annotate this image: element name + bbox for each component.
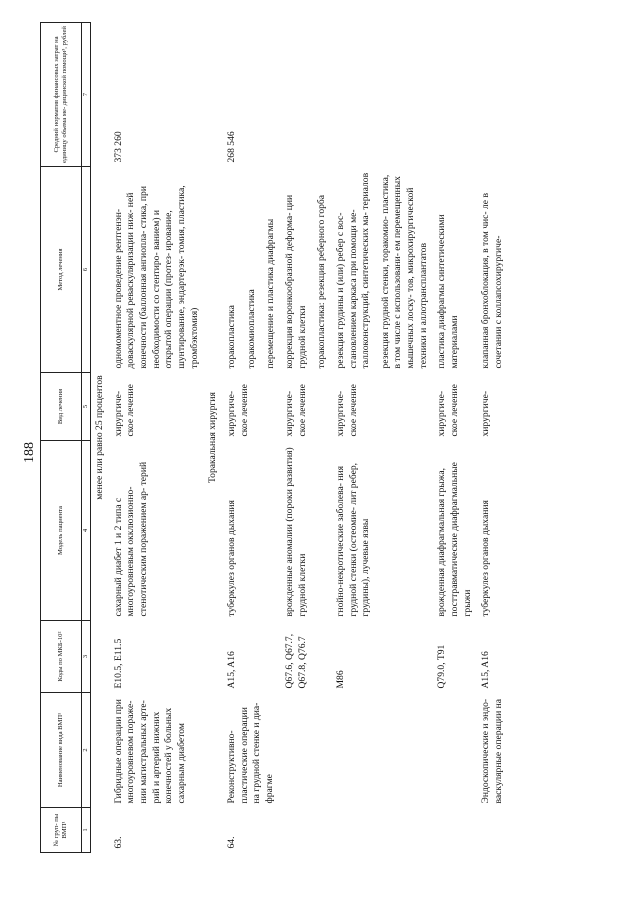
method-item: резекция грудины и (или) ребер с вос- становлением каркаса при помощи ме- таллоконструкций, синтетических ма- териалов [334, 172, 372, 369]
method-item: резекция грудной стенки, торакомио- пластика, в том числе с использовани- ем перемещенных мышечных лоску- тов, микрохирургической техники и аллотрансплантатов [379, 174, 429, 369]
patient-model: туберкулез органов дыхания [480, 500, 492, 617]
mkb-codes: M86 [334, 670, 346, 689]
col-number: 6 [82, 167, 91, 373]
table-row [223, 23, 281, 853]
patient-model: туберкулез органов дыхания [225, 500, 237, 617]
header-treatment-method: Метод лечения [41, 167, 82, 373]
col-number: 2 [82, 693, 91, 808]
treatment-method: одномоментное проведение рентгенэн- доваскулярной реваскуляризации ниж- ней конечности (баллонная ангиопла- стика, при необходимости со стентиро- ванием) и открытой операции (протез- ирование, шунтирование, эндартерэк- томия, пластика, тромбэктомия) [112, 185, 200, 369]
treatment-method [223, 167, 281, 373]
mkb-codes: A15, A16 [225, 651, 237, 689]
patient-model: сахарный диабет 1 и 2 типа с многоуровневым окклюзионно- стенотическим поражением ар- терий [112, 461, 149, 617]
treatment-method: пластика диафрагмы синтетическими материалами [436, 214, 461, 369]
col-number: 4 [82, 441, 91, 621]
avg-cost: 268 546 [225, 131, 237, 163]
patient-model: гнойно-некротические заболева- ния грудной стенки (остеомие- лит ребер, грудины), лучевые язвы [334, 462, 372, 617]
col-number: 5 [82, 373, 91, 441]
header-patient-model: Модель пациента [41, 441, 82, 621]
col-number: 7 [82, 23, 91, 167]
treatment-type: хирургиче- ское лечение [436, 384, 461, 437]
header-vmp-name: Наименование вида ВМП¹ [41, 693, 82, 808]
mkb-codes: Q79.0, T91 [436, 644, 448, 689]
avg-cost [477, 23, 508, 167]
method-item: торакопластика: резекция реберного горба [316, 194, 328, 369]
header-treatment-type: Вид лечения [41, 373, 82, 441]
treatment-type: хирургиче- [480, 390, 492, 437]
table-row [477, 23, 508, 853]
vmp-table [40, 22, 509, 853]
col-number: 3 [82, 621, 91, 693]
header-group-no: № груп- пы ВМП¹ [41, 808, 82, 853]
group-number: 64. [225, 836, 237, 849]
section-title: Торакальная хирургия [207, 392, 219, 483]
treatment-type: хирургиче- ское лечение [225, 384, 250, 437]
mkb-codes: A15, A16 [480, 651, 492, 689]
header-avg-cost: Средний норматив финансовых затрат на единицу объема ме- дицинской помощи³, рублей [41, 23, 82, 167]
method-item: торакопластика [225, 305, 237, 369]
treatment-method [281, 167, 332, 373]
vmp-name: Гибридные операции при многоуровневом пораже- нии магистральных арте- рий и артерий нижних конечностей у больных сахарным диабетом [112, 699, 187, 804]
method-item: перемещение и пластика диафрагмы [265, 218, 277, 369]
header-mkb-codes: Коды по МКБ-10² [41, 621, 82, 693]
col-number: 1 [82, 808, 91, 853]
page-number: 188 [22, 442, 37, 463]
intro-text: менее или равно 25 процентов [94, 375, 105, 500]
section-row [204, 23, 223, 853]
treatment-method [332, 167, 434, 373]
group-number: 63. [112, 836, 124, 849]
avg-cost: 373 260 [112, 131, 124, 163]
group-number [477, 808, 508, 853]
table-row [110, 23, 205, 853]
column-number-row [82, 23, 91, 853]
header-row [41, 23, 82, 853]
patient-model: врожденная диафрагмальная грыжа, посттравматические диафрагмальные грыжи [436, 462, 473, 617]
method-item: коррекция воронкообразной деформа- ции грудной клетки [283, 194, 308, 369]
patient-model: врожденные аномалии (пороки развития) грудной клетки [283, 447, 308, 617]
treatment-type: хирургиче- ское лечение [112, 384, 137, 437]
method-item: торакомиопластика [245, 289, 257, 369]
treatment-type: хирургиче- ское лечение [283, 384, 308, 437]
treatment-type: хирургиче- ское лечение [334, 384, 359, 437]
vmp-name: Эндоскопические и эндо- васкулярные операции на [480, 698, 505, 804]
treatment-method: клапанная бронхоблокация, в том чис- ле в сочетании с коллапсохирургиче- [480, 193, 505, 369]
mkb-codes: E10.5, E11.5 [112, 638, 124, 689]
intro-row [91, 23, 110, 853]
mkb-codes: Q67.6, Q67.7, Q67.8, Q76.7 [283, 633, 308, 689]
vmp-name: Реконструктивно- пластические операции на грудной стенке и диа- фрагме [225, 702, 275, 804]
